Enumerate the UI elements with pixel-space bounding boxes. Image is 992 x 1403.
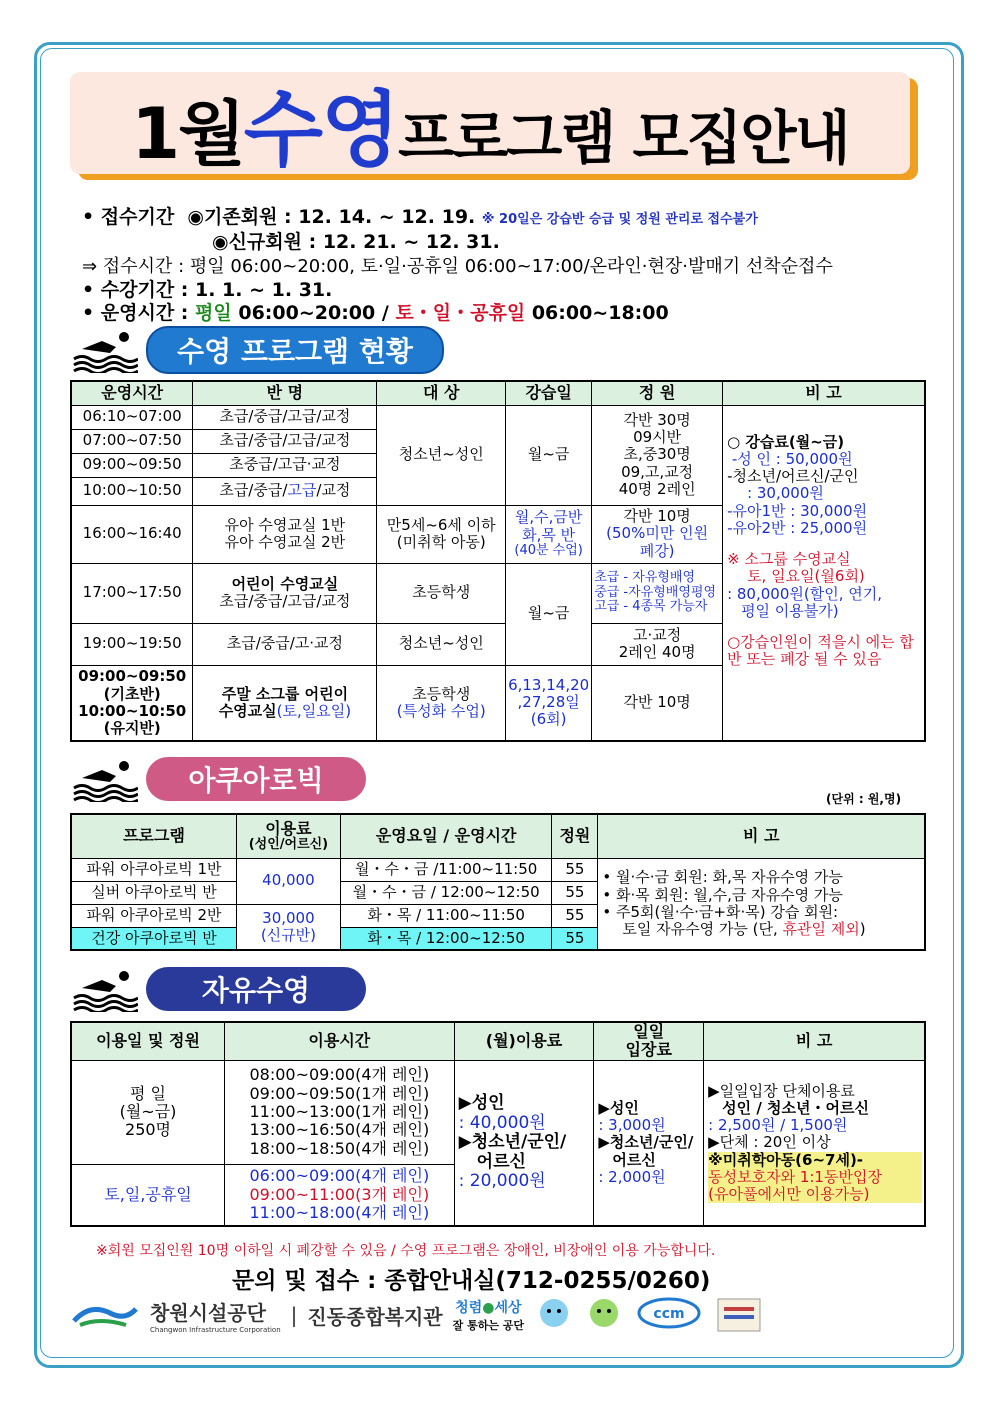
- col-header: 이용일 및 정원: [71, 1022, 225, 1060]
- fee-cell: [237, 904, 341, 950]
- day-cell: 토,일,공휴일: [71, 1164, 225, 1226]
- col-header: [594, 1022, 704, 1060]
- aqua-notes: [598, 858, 925, 950]
- time-cell: 07:00~07:50: [71, 429, 193, 453]
- target-cell: 청소년~성인: [377, 405, 506, 505]
- time-line: 10:00~10:50: [78, 701, 187, 720]
- note-line: [602, 921, 922, 938]
- note-adult: -성 인 : 50,000원: [731, 449, 853, 468]
- cap-line: 09,고,교정: [621, 462, 694, 481]
- op-weekday: 평일: [195, 302, 232, 324]
- note-line: ▶단체 : 20인 이상: [708, 1133, 831, 1152]
- free-notes: [704, 1060, 925, 1226]
- col-header: 강습일: [506, 381, 592, 405]
- aqua-section-header: [72, 756, 366, 802]
- swim-section-header: [72, 326, 444, 374]
- target-cell: 청소년~성인: [377, 623, 506, 665]
- note-line: -청소년/어르신/군인: [727, 467, 859, 485]
- cap-line: 초,중30명: [623, 445, 691, 464]
- reg-label: • 접수기간: [82, 206, 175, 228]
- class-cell: 초급/중급/고급/교정: [193, 405, 377, 429]
- slogan-part: 세상: [494, 1300, 522, 1316]
- time-line: 11:00~13:00(1개 레인): [249, 1102, 430, 1122]
- note-line: : 2,500원 / 1,500원: [708, 1116, 848, 1135]
- class-cell: 초급/중급/고·교정: [193, 623, 377, 665]
- note-line: ○강습인원이 적을시 에는 합반 또는 폐강 될 수 있음: [727, 633, 914, 669]
- schedule-cell: 월・수・금 /11:00~11:50: [340, 858, 552, 881]
- time-line: 18:00~18:50(4개 레인): [249, 1138, 430, 1158]
- col-header: 프로그램: [71, 814, 237, 858]
- program-cell: 파워 아쿠아로빅 1반: [71, 858, 237, 881]
- capacity-cell: [592, 563, 723, 623]
- time-cell: [225, 1164, 455, 1226]
- certification-badge-icon: [714, 1295, 764, 1335]
- class-line: 초급/중급/고급/교정: [219, 592, 351, 610]
- header-line: 일일: [633, 1022, 665, 1041]
- class-line: (토,일요일): [276, 701, 352, 720]
- fee-line: 어르신: [476, 1151, 526, 1172]
- note-line: 평일 이용불가): [741, 601, 839, 620]
- cap-cell: 55: [552, 858, 598, 881]
- svg-text:ccm: ccm: [653, 1306, 685, 1322]
- op-weekend-time: 06:00~18:00: [531, 302, 669, 324]
- time-line: (기초반): [103, 684, 161, 703]
- class-part: 고급: [287, 481, 317, 500]
- class-part: /교정: [316, 481, 351, 500]
- capacity-cell: 각반 10명: [592, 665, 723, 741]
- day-line: 6,13,14,20: [508, 675, 590, 694]
- time-cell: [225, 1060, 455, 1164]
- page-title: [131, 65, 848, 182]
- fee-line: : 2,000원: [598, 1167, 666, 1186]
- note-line: ▶일일입장 단체이용료: [708, 1081, 855, 1100]
- schedule-cell: 화・목 / 12:00~12:50: [340, 927, 552, 950]
- aqua-section-title: 아쿠아로빅: [146, 757, 366, 801]
- free-section-header: [72, 966, 366, 1012]
- time-line: 09:00~09:50(1개 레인): [249, 1083, 430, 1103]
- op-weekday-time: 06:00~20:00 /: [238, 302, 389, 324]
- time-cell: 19:00~19:50: [71, 623, 193, 665]
- col-header: 이용시간: [225, 1022, 455, 1060]
- header-line: 입장료: [625, 1040, 672, 1060]
- note-line: -유아2반 : 25,000원: [727, 518, 868, 537]
- slogan-part: 청렴: [455, 1300, 483, 1316]
- cap-line: (50%미만 인원: [606, 524, 709, 543]
- note-line: 동성보호자와 1:1동반입장: [708, 1169, 922, 1186]
- day-line: 250명: [125, 1120, 172, 1140]
- class-cell: [193, 665, 377, 741]
- monthly-fee-cell: [454, 1060, 594, 1226]
- fee-line: ▶성인: [458, 1093, 505, 1114]
- class-cell: [193, 563, 377, 623]
- note-line: • 월·수·금 회원: 화,목 자유수영 가능: [602, 868, 843, 887]
- fee-line: 어르신: [612, 1150, 656, 1169]
- note-line: -유아1반 : 30,000원: [727, 501, 868, 520]
- schedule-cell: 화・목 / 11:00~11:50: [340, 904, 552, 927]
- swim-notes: [723, 405, 925, 741]
- target-line: 만5세~6세 이하: [386, 515, 496, 534]
- time-cell: 06:10~07:00: [71, 405, 193, 429]
- cap-line: 40명 2레인: [618, 479, 696, 498]
- ccm-logo-icon: [634, 1295, 704, 1335]
- time-cell: 09:00~09:50: [71, 453, 193, 477]
- note-line: • 화·목 회원: 월,수,금 자유수영 가능: [602, 885, 843, 904]
- target-line: (특성화 수업): [396, 701, 486, 720]
- org-name: 창원시설공단: [150, 1300, 266, 1325]
- col-header: 대 상: [377, 381, 506, 405]
- fee-line: ▶청소년/군인/: [598, 1133, 694, 1152]
- header-line: 이용료: [265, 818, 312, 838]
- col-header: 정 원: [592, 381, 723, 405]
- class-line: 주말 소그룹 어린이: [221, 684, 349, 703]
- time-cell: [71, 665, 193, 741]
- class-line: 수영교실: [218, 701, 277, 720]
- note-line: ※ 소그룹 수영교실: [727, 550, 851, 568]
- target-cell: [377, 665, 506, 741]
- day-cell: [506, 665, 592, 741]
- col-header: 운영시간: [71, 381, 193, 405]
- op-label: • 운영시간 :: [82, 302, 189, 324]
- slogan-tagline: 잘 통하는 공단: [452, 1319, 525, 1332]
- title-swim: 수영: [243, 82, 399, 178]
- note-part: ): [859, 920, 866, 938]
- class-line: 유아 수영교실 2반: [224, 533, 346, 551]
- reg-note: ※ 20일은 강습반 승급 및 정원 관리로 접수불가: [481, 212, 758, 227]
- day-cell: [71, 1060, 225, 1164]
- cap-cell: 55: [552, 927, 598, 950]
- class-cell: [193, 505, 377, 563]
- footnote: ※회원 모집인원 10명 이하일 시 폐강할 수 있음 / 수영 프로그램은 장애인, 비장애인 이용 가능합니다.: [96, 1243, 716, 1259]
- cap-line: 중급 -자유형배영평영: [594, 584, 717, 600]
- note-line: : 80,000원(할인, 연기,: [727, 584, 882, 603]
- note-line: • 주5회(월·수·금+화·목) 강습 회원:: [602, 902, 839, 921]
- day-line: (40분 수업): [514, 542, 583, 558]
- note-line: : 30,000원: [747, 484, 824, 503]
- col-header: 비 고: [598, 814, 925, 858]
- class-part: 초급/중급/: [219, 481, 288, 500]
- class-cell: [193, 477, 377, 505]
- day-line: (월~금): [119, 1102, 177, 1122]
- program-cell: 파워 아쿠아로빅 2반: [71, 904, 237, 927]
- reg-new: ◉신규회원 : 12. 21. ~ 12. 31.: [212, 231, 500, 253]
- aqua-table: [70, 813, 926, 951]
- contact-info: 문의 및 접수 : 종합안내실(712-0255/0260): [232, 1268, 711, 1294]
- title-month: 1월: [131, 92, 244, 175]
- day-cell: 월~금: [506, 563, 592, 665]
- cap-line: 고급 - 4종목 가능자: [594, 599, 708, 615]
- class-cell: 초중급/고급·교정: [193, 453, 377, 477]
- cap-line: 초급 - 자유형배영: [594, 569, 696, 585]
- note-line: 성인 / 청소년・어르신: [722, 1098, 869, 1117]
- free-swim-table: [70, 1021, 926, 1227]
- day-line: 평 일: [130, 1083, 167, 1103]
- note-part: 휴관일 제외: [782, 920, 860, 938]
- free-section-title: 자유수영: [146, 967, 366, 1011]
- cap-line: 각반 10명: [623, 507, 691, 526]
- separator: |: [290, 1303, 298, 1327]
- day-line: ,27,28일: [517, 693, 580, 712]
- reg-existing: ◉기존회원 : 12. 14. ~ 12. 19.: [187, 206, 476, 228]
- cap-cell: 55: [552, 881, 598, 904]
- col-header: [237, 814, 341, 858]
- fee-line: ▶성인: [598, 1098, 639, 1117]
- time-cell: 10:00~10:50: [71, 477, 193, 505]
- schedule-cell: 월・수・금 / 12:00~12:50: [340, 881, 552, 904]
- time-line: (유지반): [103, 719, 161, 737]
- title-rest: 프로그램 모집안내: [398, 103, 849, 172]
- fee-line: 30,000: [262, 908, 315, 927]
- col-header: (월)이용료: [454, 1022, 594, 1060]
- fee-line: : 40,000원: [458, 1112, 546, 1133]
- mascot-green-icon: [584, 1295, 624, 1335]
- fee-line: (신규반): [260, 925, 316, 944]
- reg-period: [82, 202, 758, 229]
- cap-line: 각반 30명: [623, 410, 691, 429]
- col-header: 정원: [552, 814, 598, 858]
- swimmer-icon: [72, 966, 138, 1012]
- op-hours: [82, 298, 669, 325]
- note-line: (유아풀에서만 이용가능): [708, 1186, 922, 1203]
- note-line: [727, 451, 922, 468]
- time-line: 06:00~09:00(4개 레인): [249, 1166, 430, 1186]
- time-line: 11:00~18:00(4개 레인): [249, 1203, 430, 1223]
- fee-cell: 40,000: [237, 858, 341, 904]
- cap-cell: 55: [552, 904, 598, 927]
- note-line: 토, 일요일(월6회): [747, 567, 865, 586]
- note-part: 토일 자유수영 가능 (단,: [622, 920, 778, 938]
- course-period: • 수강기간 : 1. 1. ~ 1. 31.: [82, 279, 333, 301]
- mascot-blue-icon: [534, 1295, 574, 1335]
- cap-line: 고·교정: [633, 625, 682, 644]
- fee-line: : 3,000원: [598, 1116, 666, 1135]
- class-line: 유아 수영교실 1반: [224, 515, 346, 534]
- unit-label: (단위 : 원,명): [826, 792, 902, 806]
- day-line: 화,목 반: [522, 525, 576, 544]
- time-cell: 16:00~16:40: [71, 505, 193, 563]
- time-line: 09:00~11:00(3개 레인): [249, 1184, 430, 1204]
- capacity-cell: [592, 505, 723, 563]
- footer-logos: [70, 1292, 920, 1338]
- program-cell: 건강 아쿠아로빅 반: [71, 927, 237, 950]
- cap-line: 09시반: [633, 428, 682, 447]
- daily-fee-cell: [594, 1060, 704, 1226]
- col-header: 반 명: [193, 381, 377, 405]
- note-line: ※미취학아동(6~7세)-: [708, 1152, 922, 1169]
- header-line: (성인/어르신): [248, 836, 329, 852]
- swimmer-icon: [72, 756, 138, 802]
- target-line: 초등학생: [412, 684, 471, 703]
- reg-time: ⇒ 접수시간 : 평일 06:00~20:00, 토·일·공휴일 06:00~17:00/온라인·현장·발매기 선착순접수: [82, 256, 833, 277]
- program-cell: 실버 아쿠아로빅 반: [71, 881, 237, 904]
- day-line: (6회): [530, 710, 567, 729]
- swim-program-table: [70, 380, 926, 742]
- time-line: 08:00~09:00(4개 레인): [249, 1065, 430, 1085]
- class-cell: 초급/중급/고급/교정: [193, 429, 377, 453]
- swim-section-title: 수영 프로그램 현황: [146, 326, 444, 374]
- target-cell: 초등학생: [377, 563, 506, 623]
- class-line: 어린이 수영교실: [231, 574, 339, 593]
- target-cell: [377, 505, 506, 563]
- fee-line: : 20,000원: [458, 1171, 546, 1192]
- slogan-logo: 청렴●세상 잘 통하는 공단: [452, 1300, 525, 1332]
- fee-line: ▶청소년/군인/: [458, 1132, 567, 1153]
- capacity-cell: [592, 623, 723, 665]
- day-cell: [506, 505, 592, 563]
- branch-name: 진동종합복지관: [307, 1304, 443, 1329]
- org-block: [150, 1297, 281, 1334]
- time-line: 13:00~16:50(4개 레인): [249, 1120, 430, 1140]
- org-sub: Changwon Infrastructure Corporation: [150, 1325, 281, 1334]
- col-header: 운영요일 / 운영시간: [340, 814, 552, 858]
- time-line: 09:00~09:50: [78, 667, 187, 686]
- day-line: 월,수,금반: [514, 508, 583, 527]
- note-line: ○ 강습료(월~금): [727, 432, 845, 451]
- title-banner: [70, 72, 910, 178]
- city-logo-icon: [70, 1295, 140, 1335]
- target-line: (미취학 아동): [396, 533, 486, 551]
- op-weekend: 토・일・공휴일: [395, 302, 526, 324]
- swimmer-icon: [72, 327, 138, 373]
- col-header: 비 고: [704, 1022, 925, 1060]
- capacity-cell: [592, 405, 723, 505]
- day-cell: 월~금: [506, 405, 592, 505]
- time-cell: 17:00~17:50: [71, 563, 193, 623]
- cap-line: 2레인 40명: [618, 643, 696, 661]
- col-header: 비 고: [723, 381, 925, 405]
- cap-line: 폐강): [639, 541, 675, 560]
